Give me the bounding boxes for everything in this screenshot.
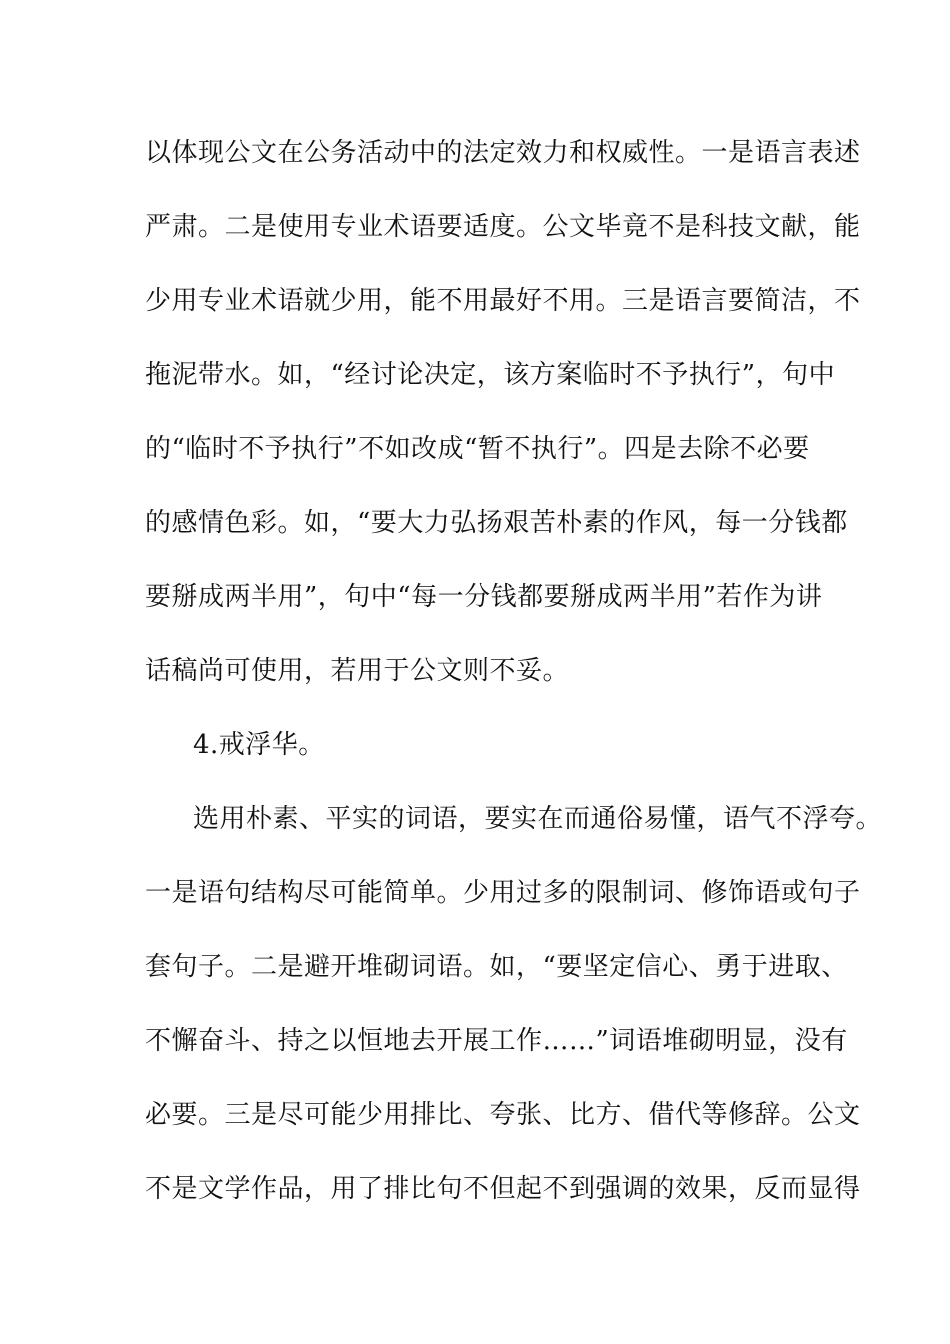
text-line: 不是文学作品，用了排比句不但起不到强调的效果，反而显得 — [145, 1174, 861, 1204]
text-line: 一是语句结构尽可能简单。少用过多的限制词、修饰语或句子 — [145, 878, 861, 908]
text-line: 严肃。二是使用专业术语要适度。公文毕竟不是科技文献，能 — [145, 212, 861, 242]
text-line: 话稿尚可使用，若用于公文则不妥。 — [145, 656, 570, 686]
text-line: 的感情色彩。如，“要大力弘扬艰苦朴素的作风，每一分钱都 — [145, 508, 848, 538]
text-line: 少用专业术语就少用，能不用最好不用。三是语言要简洁，不 — [145, 286, 861, 316]
text-line: 要掰成两半用”，句中“每一分钱都要掰成两半用”若作为讲 — [145, 582, 823, 612]
text-line: 拖泥带水。如，“经讨论决定，该方案临时不予执行”，句中 — [145, 360, 836, 390]
section-heading: 4.戒浮华。 — [193, 730, 325, 760]
paragraph-first-line: 选用朴素、平实的词语，要实在而通俗易懂，语气不浮夸。 — [193, 804, 883, 834]
text-line: 不懈奋斗、持之以恒地去开展工作……”词语堆砌明显，没有 — [145, 1026, 848, 1056]
text-line: 以体现公文在公务活动中的法定效力和权威性。一是语言表述 — [145, 138, 861, 168]
text-line: 必要。三是尽可能少用排比、夸张、比方、借代等修辞。公文 — [145, 1100, 861, 1130]
text-line: 套句子。二是避开堆砌词语。如，“要坚定信心、勇于进取、 — [145, 952, 848, 982]
text-line: 的“临时不予执行”不如改成“暂不执行”。四是去除不必要 — [145, 434, 810, 464]
